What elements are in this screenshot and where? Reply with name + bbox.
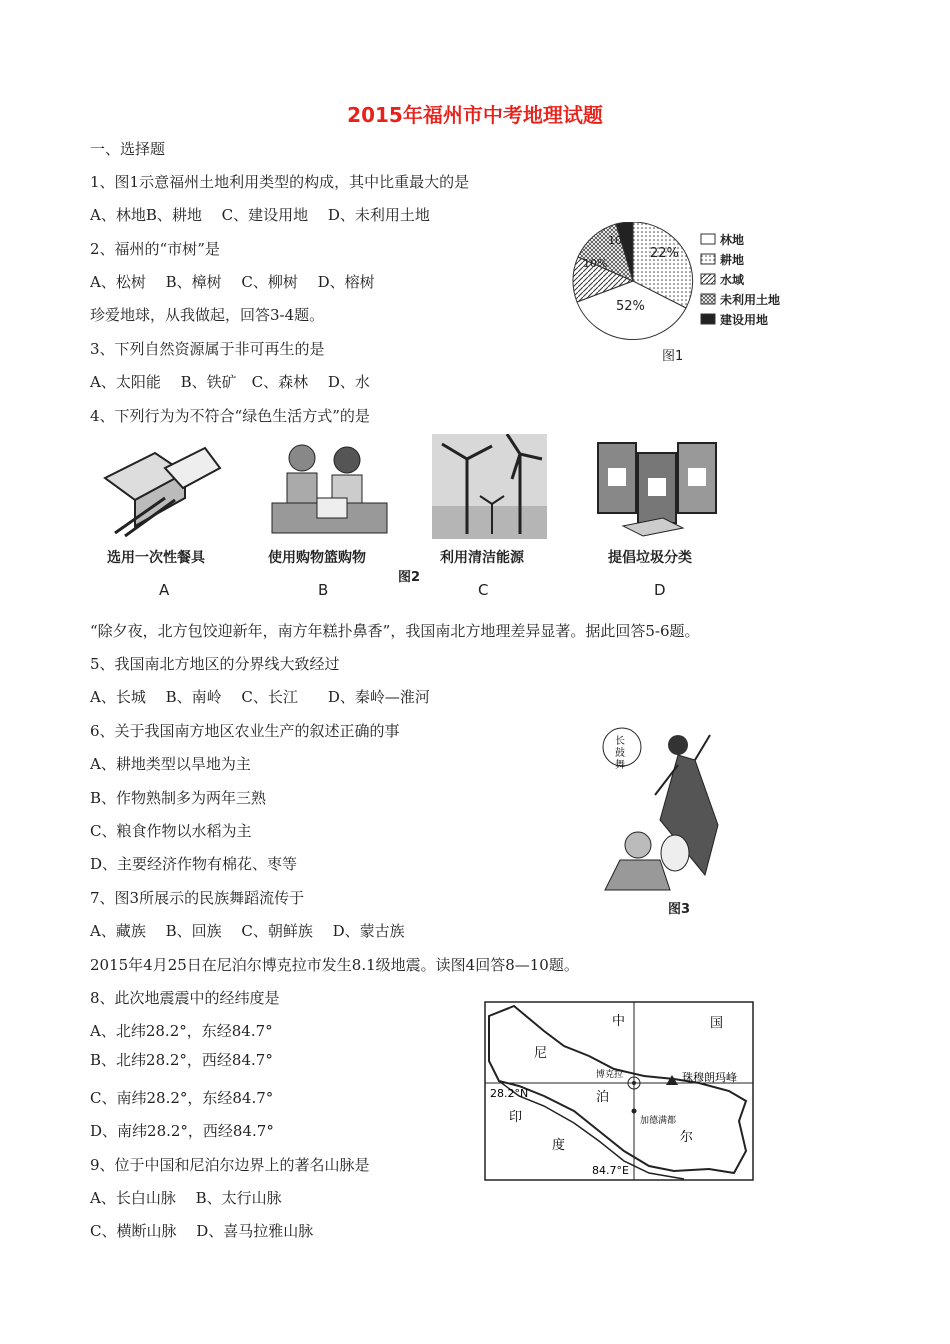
legend-2: 水域: [720, 273, 745, 287]
figure-2-caption: 图2: [398, 570, 421, 585]
panel-b-image: [262, 438, 392, 538]
panel-b-caption: 使用购物篮购物: [268, 550, 366, 566]
dance-tag-1: 长: [615, 736, 625, 747]
legend-1: 耕地: [720, 253, 745, 267]
panel-d-image: [593, 438, 723, 538]
map-label-india-2: 度: [552, 1138, 566, 1153]
legend-4: 建设用地: [720, 313, 769, 327]
panel-c-letter: C: [478, 581, 489, 599]
question-1: 1、图1示意福州土地利用类型的构成，其中比重最大的是: [90, 173, 470, 191]
section-heading: 一、选择题: [90, 140, 166, 158]
question-8-option-b: B、北纬28.2°，西经84.7°: [90, 1051, 273, 1069]
figure-3-caption: 图3: [668, 902, 691, 917]
question-9-options-cd: C、横断山脉 D、喜马拉雅山脉: [90, 1222, 314, 1240]
question-8: 8、此次地震震中的经纬度是: [90, 989, 280, 1007]
panel-d-letter: D: [654, 581, 666, 599]
pie-label-0: 52%: [616, 299, 645, 314]
panel-a-letter: A: [159, 581, 170, 599]
panel-a-caption: 选用一次性餐具: [107, 550, 205, 566]
map-label-longitude: 84.7°E: [592, 1164, 629, 1177]
page-title: 2015年福州市中考地理试题: [347, 103, 603, 127]
figure-3-dancer: [600, 725, 730, 895]
question-8-option-c: C、南纬28.2°，东经84.7°: [90, 1089, 274, 1107]
map-label-nepal-1: 尼: [534, 1046, 548, 1061]
map-label-kathmandu: 加德满都: [640, 1116, 677, 1126]
question-3: 3、下列自然资源属于非可再生的是: [90, 340, 325, 358]
map-label-china-1: 中: [612, 1014, 626, 1029]
panel-c-image: [432, 434, 547, 539]
question-6-option-d: D、主要经济作物有棉花、枣等: [90, 855, 298, 873]
map-label-india-1: 印: [509, 1110, 523, 1125]
figure-4-map: [484, 1001, 754, 1181]
intro-8-10: 2015年4月25日在尼泊尔博克拉市发生8.1级地震。读图4回答8—10题。: [90, 956, 579, 974]
question-5: 5、我国南北方地区的分界线大致经过: [90, 655, 340, 673]
question-6-option-c: C、粮食作物以水稻为主: [90, 822, 252, 840]
legend-0: 林地: [720, 233, 745, 247]
question-6: 6、关于我国南方地区农业生产的叙述正确的事: [90, 722, 400, 740]
panel-a-image: [95, 438, 225, 538]
map-label-latitude: 28.2°N: [490, 1087, 529, 1100]
dance-tag-2: 鼓: [615, 748, 625, 759]
legend-3: 未利用土地: [720, 293, 781, 307]
question-8-option-d: D、南纬28.2°，西经84.7°: [90, 1122, 274, 1140]
intro-5-6: “除夕夜，北方包饺迎新年，南方年糕扑鼻香”，我国南北方地理差异显著。据此回答5-6题。: [90, 622, 700, 640]
map-label-everest: 珠穆朗玛峰: [682, 1071, 737, 1084]
question-3-options: A、太阳能 B、铁矿 C、森林 D、水: [90, 373, 370, 391]
question-2: 2、福州的“市树”是: [90, 240, 220, 258]
map-label-nepal-2: 泊: [596, 1090, 610, 1105]
figure-1-caption: 图1: [662, 349, 684, 364]
pie-label-2: 10%: [608, 234, 633, 247]
question-9-options-ab: A、长白山脉 B、太行山脉: [90, 1189, 282, 1207]
question-4: 4、下列行为为不符合“绿色生活方式”的是: [90, 407, 370, 425]
pie-label-1: 22%: [650, 246, 679, 261]
map-label-pokhara: 博克拉: [596, 1070, 624, 1080]
question-7-options: A、藏族 B、回族 C、朝鲜族 D、蒙古族: [90, 922, 405, 940]
question-2-options: A、松树 B、樟树 C、柳树 D、榕树: [90, 273, 375, 291]
panel-b-letter: B: [318, 581, 329, 599]
question-7: 7、图3所展示的民族舞蹈流传于: [90, 889, 305, 907]
pie-legend: [701, 232, 780, 327]
question-1-options: A、林地B、耕地 C、建设用地 D、未利用土地: [90, 206, 430, 224]
panel-d-caption: 提倡垃圾分类: [608, 550, 692, 566]
intro-3-4: 珍爱地球，从我做起，回答3-4题。: [90, 306, 325, 324]
pie-label-3: 10%: [583, 257, 608, 270]
question-6-option-a: A、耕地类型以旱地为主: [90, 755, 251, 773]
question-8-option-a: A、北纬28.2°，东经84.7°: [90, 1022, 273, 1040]
question-5-options: A、长城 B、南岭 C、长江 D、秦岭—淮河: [90, 688, 430, 706]
map-label-nepal-3: 尔: [680, 1130, 694, 1145]
dance-tag-3: 舞: [615, 760, 625, 771]
question-9: 9、位于中国和尼泊尔边界上的著名山脉是: [90, 1156, 370, 1174]
panel-c-caption: 利用清洁能源: [440, 550, 524, 566]
question-6-option-b: B、作物熟制多为两年三熟: [90, 789, 267, 807]
map-label-china-2: 国: [710, 1016, 724, 1031]
figure-1-pie: [568, 222, 828, 362]
